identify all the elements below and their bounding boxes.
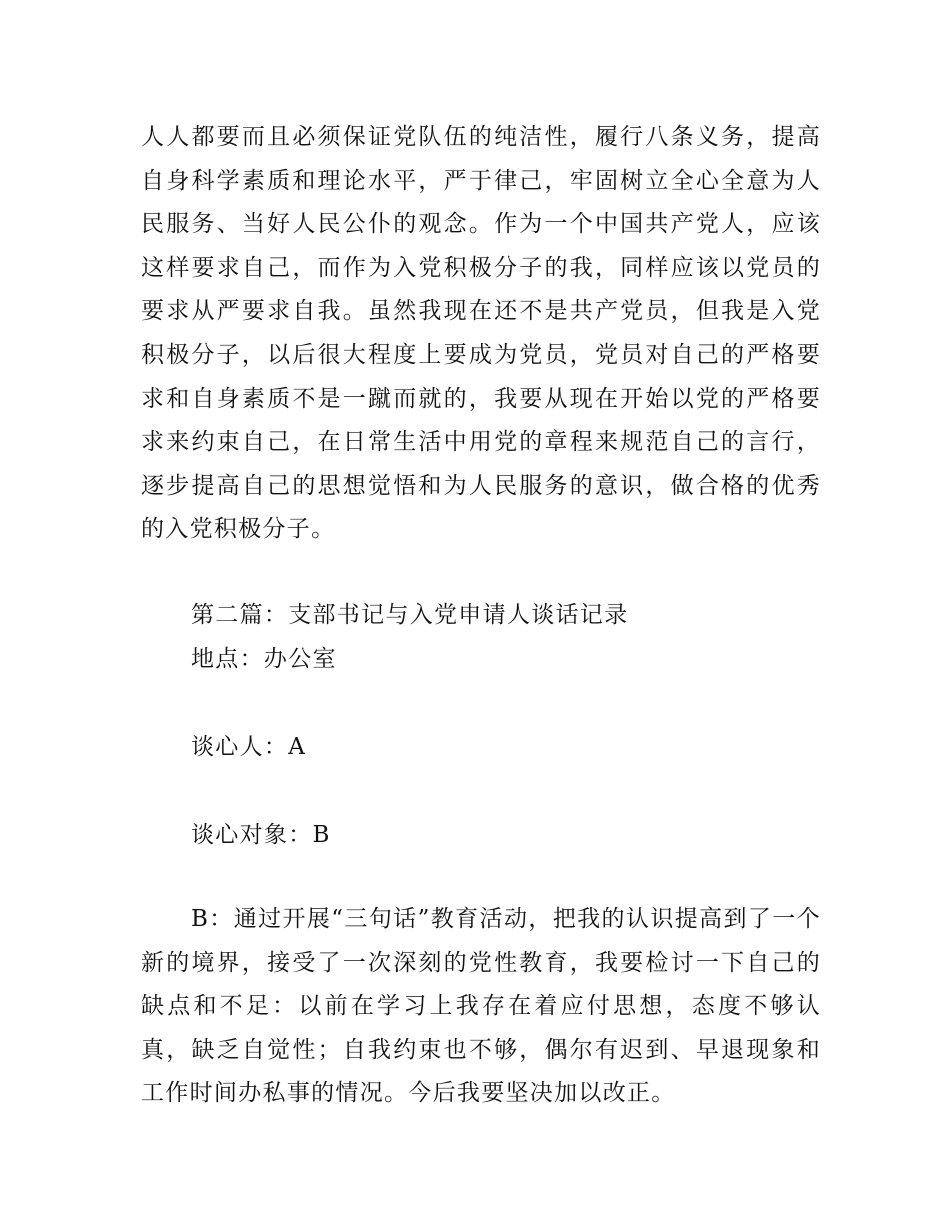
talk-target-line: 谈心对象：B — [191, 822, 331, 848]
section-heading: 第二篇：支部书记与入党申请人谈话记录 — [191, 602, 629, 628]
talker-line: 谈心人：A — [191, 734, 307, 760]
body-paragraph-b-statement: B：通过开展“三句话”教育活动，把我的认识提高到了一个新的境界，接受了一次深刻的党性教育，我要检讨一下自己的缺点和不足：以前在学习上我存在着应付思想，态度不够认真，缺乏自觉性；自我约束也不够，偶尔有迟到、早退现象和工作时间办私事的情况。今后我要坚决加以改正。 — [141, 906, 821, 1107]
location-line: 地点：办公室 — [191, 646, 337, 672]
body-paragraph-party-member-requirements: 人人都要而且必须保证党队伍的纯洁性，履行八条义务，提高自身科学素质和理论水平，严于律己，牢固树立全心全意为人民服务、当好人民公仆的观念。作为一个中国共产党人，应该这样要求自己，而作为入党积极分子的我，同样应该以党员的要求从严要求自我。虽然我现在还不是共产党员，但我是入党积极分子，以后很大程度上要成为党员，党员对自己的严格要求和自身素质不是一蹴而就的，我要从现在开始以党的严格要求来约束自己，在日常生活中用党的章程来规范自己的言行，逐步提高自己的思想觉悟和为人民服务的意识，做合格的优秀的入党积极分子。 — [141, 124, 821, 543]
